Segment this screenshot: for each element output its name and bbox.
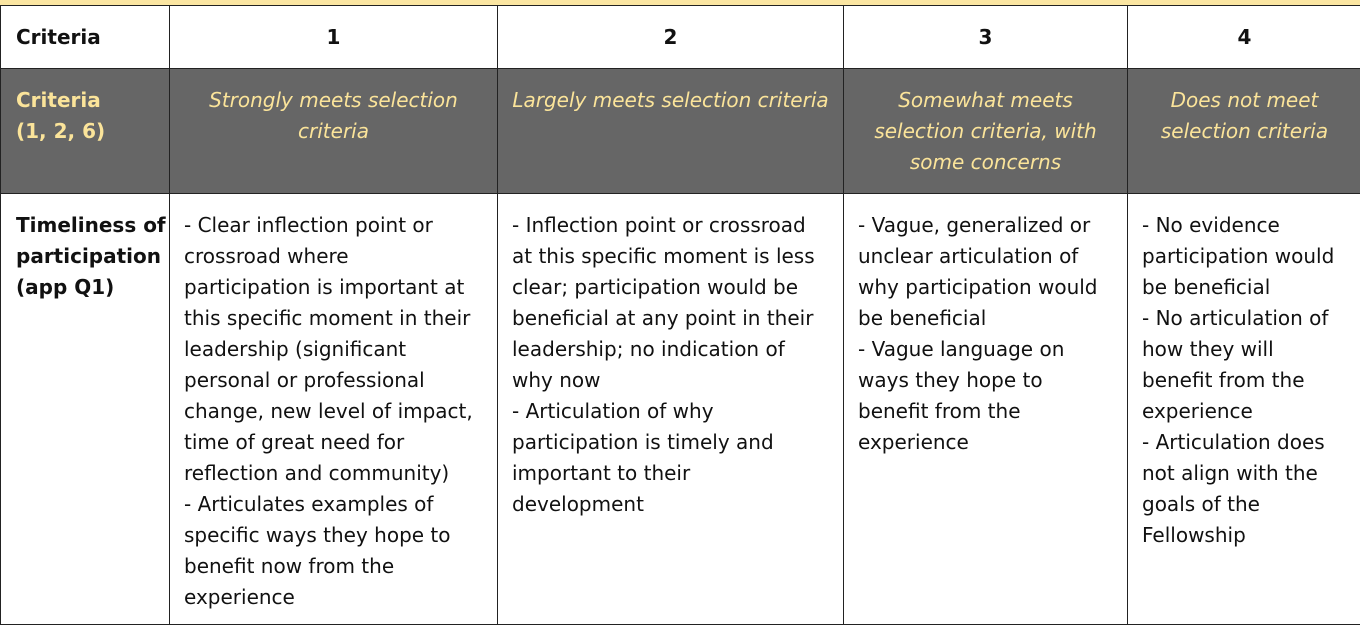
criteria-text-line: Fellowship bbox=[1142, 523, 1246, 547]
criteria-text-line: development bbox=[512, 492, 644, 516]
criterion-row-timeliness bbox=[1, 194, 1360, 625]
header-level-3-cell[interactable] bbox=[844, 6, 1128, 69]
criteria-text-line: goals of the bbox=[1142, 492, 1260, 516]
level-1-criteria-cell[interactable] bbox=[170, 194, 498, 625]
header-level-2: 2 bbox=[663, 25, 678, 49]
criteria-text-line: - No evidence bbox=[1142, 213, 1280, 237]
criteria-text-line: beneficial at any point in their bbox=[512, 306, 814, 330]
level-3-desc-line: some concerns bbox=[909, 150, 1062, 174]
subheader-level-1-desc-cell[interactable] bbox=[170, 69, 498, 194]
criteria-text-line: clear; participation would be bbox=[512, 275, 799, 299]
criteria-text-line: participation is important at bbox=[184, 275, 465, 299]
criteria-text-line: reflection and community) bbox=[184, 461, 450, 485]
criteria-text-line: how they will bbox=[1142, 337, 1274, 361]
level-3-desc-line: Somewhat meets bbox=[898, 88, 1073, 112]
subheader-level-3-desc-cell[interactable] bbox=[844, 69, 1128, 194]
criteria-text-line: participation is timely and bbox=[512, 430, 774, 454]
criteria-text-line: - Articulation of why bbox=[512, 399, 714, 423]
criteria-text-line: experience bbox=[1142, 399, 1253, 423]
criteria-text-line: leadership (significant bbox=[184, 337, 407, 361]
header-level-4-cell[interactable] bbox=[1128, 6, 1360, 69]
header-level-3: 3 bbox=[978, 25, 993, 49]
criteria-text-line: why participation would bbox=[858, 275, 1098, 299]
criteria-text-line: be beneficial bbox=[858, 306, 987, 330]
level-3-criteria-cell[interactable] bbox=[844, 194, 1128, 625]
subheader-criteria-line: Criteria bbox=[16, 88, 101, 112]
rubric-table bbox=[0, 5, 1360, 625]
level-2-criteria-cell[interactable] bbox=[498, 194, 844, 625]
criteria-text-line: specific ways they hope to bbox=[184, 523, 451, 547]
criteria-text-line: crossroad where bbox=[184, 244, 349, 268]
criteria-text-line: not align with the bbox=[1142, 461, 1318, 485]
criteria-text-line: - Inflection point or crossroad bbox=[512, 213, 806, 237]
header-level-1: 1 bbox=[326, 25, 341, 49]
criterion-name-line: (app Q1) bbox=[16, 275, 115, 299]
criteria-text-line: - No articulation of bbox=[1142, 306, 1329, 330]
criteria-text-line: experience bbox=[858, 430, 969, 454]
criterion-name-line: Timeliness of bbox=[16, 213, 166, 237]
subheader-level-2-desc-cell[interactable] bbox=[498, 69, 844, 194]
header-criteria-label: Criteria bbox=[16, 25, 101, 49]
level-4-desc-line: Does not meet bbox=[1170, 88, 1319, 112]
criteria-text-line: experience bbox=[184, 585, 295, 609]
criteria-text-line: at this specific moment is less bbox=[512, 244, 815, 268]
criteria-text-line: - Vague, generalized or bbox=[858, 213, 1091, 237]
level-4-desc-line: selection criteria bbox=[1160, 119, 1329, 143]
criteria-text-line: this specific moment in their bbox=[184, 306, 471, 330]
criteria-text-line: - Articulates examples of bbox=[184, 492, 434, 516]
criteria-text-line: - Clear inflection point or bbox=[184, 213, 433, 237]
subheader-level-4-desc-cell[interactable] bbox=[1128, 69, 1360, 194]
criteria-text-line: unclear articulation of bbox=[858, 244, 1079, 268]
header-criteria-cell[interactable] bbox=[1, 6, 170, 69]
criteria-text-line: ways they hope to bbox=[858, 368, 1043, 392]
criteria-text-line: personal or professional bbox=[184, 368, 425, 392]
criteria-text-line: leadership; no indication of bbox=[512, 337, 785, 361]
criteria-text-line: benefit now from the bbox=[184, 554, 395, 578]
criteria-text-line: participation would bbox=[1142, 244, 1335, 268]
header-level-2-cell[interactable] bbox=[498, 6, 844, 69]
criterion-name-line: participation bbox=[16, 244, 162, 268]
subheader-row bbox=[1, 69, 1360, 194]
header-row bbox=[1, 6, 1360, 69]
criteria-text-line: time of great need for bbox=[184, 430, 405, 454]
criteria-text-line: - Articulation does bbox=[1142, 430, 1325, 454]
level-2-desc-line: Largely meets selection criteria bbox=[512, 88, 829, 112]
header-level-1-cell[interactable] bbox=[170, 6, 498, 69]
level-1-desc-line: criteria bbox=[298, 119, 369, 143]
level-1-desc-line: Strongly meets selection bbox=[209, 88, 458, 112]
subheader-criteria-line: (1, 2, 6) bbox=[16, 119, 106, 143]
subheader-criteria-cell[interactable] bbox=[1, 69, 170, 194]
level-3-desc-line: selection criteria, with bbox=[874, 119, 1097, 143]
criteria-text-line: be beneficial bbox=[1142, 275, 1271, 299]
criteria-text-line: - Vague language on bbox=[858, 337, 1065, 361]
criteria-text-line: benefit from the bbox=[1142, 368, 1305, 392]
header-level-4: 4 bbox=[1237, 25, 1252, 49]
criteria-text-line: why now bbox=[512, 368, 601, 392]
criterion-name-cell[interactable] bbox=[1, 194, 170, 625]
level-4-criteria-cell[interactable] bbox=[1128, 194, 1360, 625]
criteria-text-line: important to their bbox=[512, 461, 691, 485]
criteria-text-line: change, new level of impact, bbox=[184, 399, 473, 423]
criteria-text-line: benefit from the bbox=[858, 399, 1021, 423]
